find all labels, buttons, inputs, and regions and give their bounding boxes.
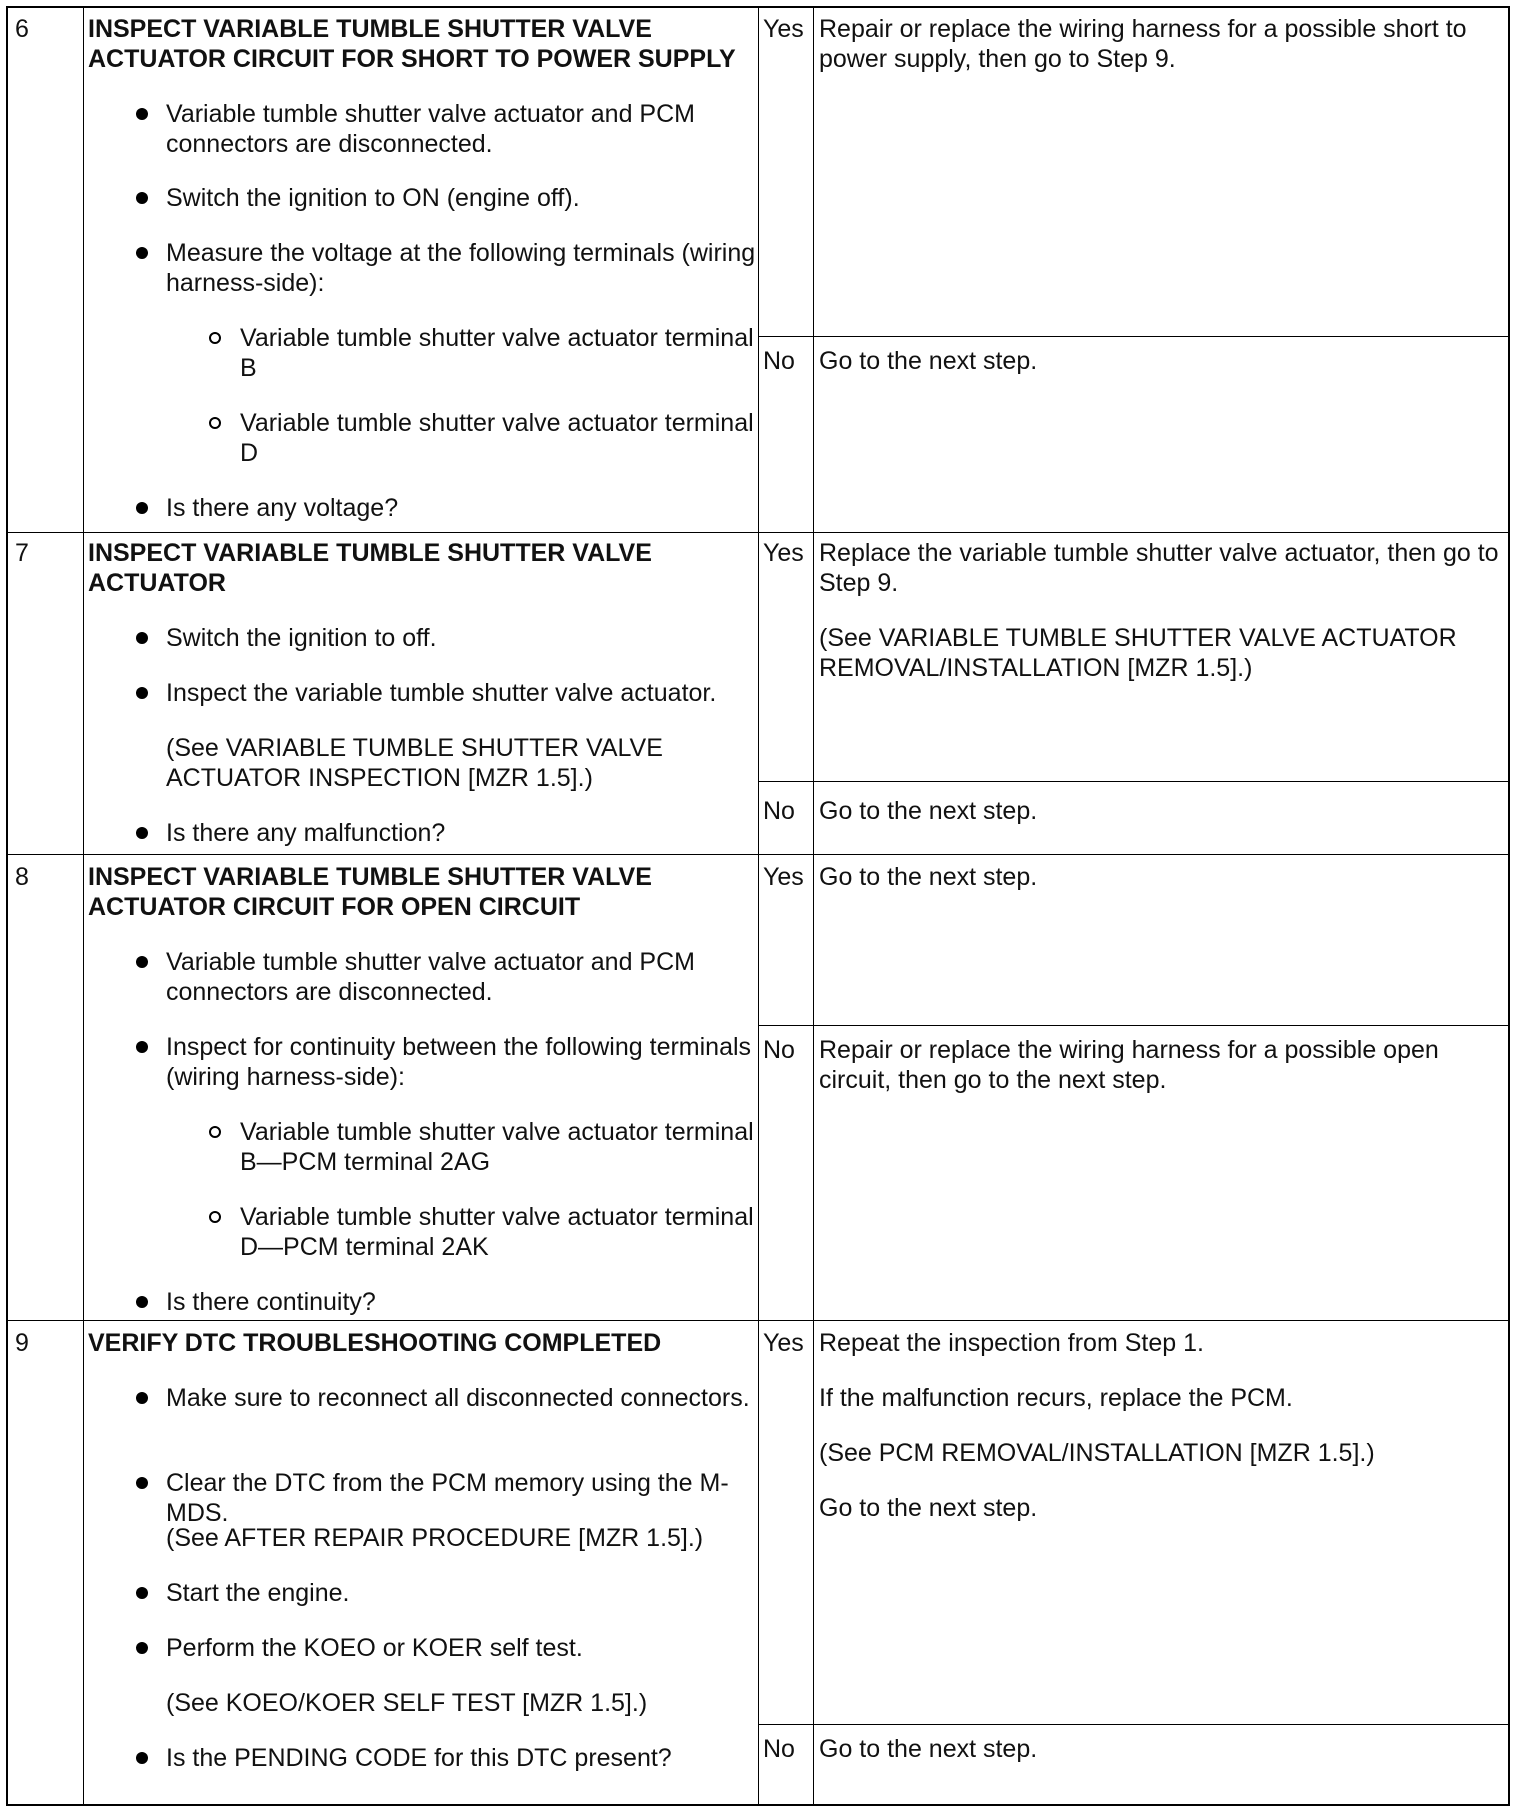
action-bullet: Switch the ignition to ON (engine off).	[166, 183, 766, 213]
no-label: No	[763, 1735, 795, 1763]
action-bullet: Inspect the variable tumble shutter valve actuator.	[166, 678, 766, 708]
no-label: No	[763, 347, 795, 375]
no-result: Repair or replace the wiring harness for a possible open circuit, then go to the next step.	[819, 1036, 1439, 1094]
no-result: Go to the next step.	[819, 1735, 1038, 1763]
step-number: 9	[15, 1329, 29, 1357]
sub-bullet: Variable tumble shutter valve actuator terminal B	[240, 323, 760, 383]
sub-bullet: Variable tumble shutter valve actuator terminal B—PCM terminal 2AG	[240, 1117, 760, 1177]
result-divider	[758, 1025, 1508, 1026]
action-bullet: Is there continuity?	[166, 1287, 766, 1317]
yes-label: Yes	[763, 15, 804, 43]
action-bullet: Variable tumble shutter valve actuator and PCM connectors are disconnected.	[166, 99, 766, 159]
no-label: No	[763, 797, 795, 825]
step-number: 7	[15, 539, 29, 567]
yes-label: Yes	[763, 1329, 804, 1357]
step-number: 8	[15, 863, 29, 891]
reference-note: (See AFTER REPAIR PROCEDURE [MZR 1.5].)	[166, 1524, 704, 1552]
row-divider	[8, 532, 1508, 533]
no-result: Go to the next step.	[819, 797, 1038, 825]
action-bullet: Perform the KOEO or KOER self test.	[166, 1633, 766, 1663]
reference-note: (See KOEO/KOER SELF TEST [MZR 1.5].)	[166, 1689, 648, 1717]
yes-result: Repeat the inspection from Step 1.	[819, 1329, 1204, 1357]
row-divider	[8, 854, 1508, 855]
action-bullet: Make sure to reconnect all disconnected connectors.	[166, 1383, 766, 1413]
action-bullet: Is there any voltage?	[166, 493, 766, 523]
yes-result: Go to the next step.	[819, 1494, 1038, 1522]
row-divider	[8, 1320, 1508, 1321]
result-divider	[758, 1724, 1508, 1725]
result-divider	[758, 336, 1508, 337]
yes-result: If the malfunction recurs, replace the PCM.	[819, 1384, 1293, 1412]
step-number: 6	[15, 15, 29, 43]
step-title: INSPECT VARIABLE TUMBLE SHUTTER VALVE ACTUATOR CIRCUIT FOR SHORT TO POWER SUPPLY	[88, 15, 736, 73]
sub-bullet: Variable tumble shutter valve actuator terminal D—PCM terminal 2AK	[240, 1202, 760, 1262]
action-bullet: Measure the voltage at the following terminals (wiring harness-side):	[166, 238, 766, 298]
yes-label: Yes	[763, 863, 804, 891]
action-bullet: Clear the DTC from the PCM memory using the M-MDS.	[166, 1468, 766, 1528]
action-bullet: Is there any malfunction?	[166, 818, 766, 848]
step-title: VERIFY DTC TROUBLESHOOTING COMPLETED	[88, 1329, 662, 1357]
yes-reference: (See VARIABLE TUMBLE SHUTTER VALVE ACTUATOR REMOVAL/INSTALLATION [MZR 1.5].)	[819, 624, 1457, 682]
yes-label: Yes	[763, 539, 804, 567]
reference-note: (See VARIABLE TUMBLE SHUTTER VALVE ACTUATOR INSPECTION [MZR 1.5].)	[166, 734, 663, 792]
sub-bullet: Variable tumble shutter valve actuator terminal D	[240, 408, 760, 468]
action-bullet: Switch the ignition to off.	[166, 623, 766, 653]
column-divider	[83, 8, 84, 1804]
yes-result: Replace the variable tumble shutter valve actuator, then go to Step 9.	[819, 539, 1499, 597]
column-divider	[813, 8, 814, 1804]
step-title: INSPECT VARIABLE TUMBLE SHUTTER VALVE ACTUATOR CIRCUIT FOR OPEN CIRCUIT	[88, 863, 652, 921]
yes-result: Go to the next step.	[819, 863, 1038, 891]
yes-result: Repair or replace the wiring harness for a possible short to power supply, then go to Step 9.	[819, 15, 1467, 73]
no-label: No	[763, 1036, 795, 1064]
action-bullet: Start the engine.	[166, 1578, 766, 1608]
yes-reference: (See PCM REMOVAL/INSTALLATION [MZR 1.5].)	[819, 1439, 1375, 1467]
step-title: INSPECT VARIABLE TUMBLE SHUTTER VALVE ACTUATOR	[88, 539, 652, 597]
no-result: Go to the next step.	[819, 347, 1038, 375]
action-bullet: Is the PENDING CODE for this DTC present?	[166, 1743, 766, 1773]
action-bullet: Variable tumble shutter valve actuator and PCM connectors are disconnected.	[166, 947, 766, 1007]
action-bullet: Inspect for continuity between the following terminals (wiring harness-side):	[166, 1032, 766, 1092]
result-divider	[758, 781, 1508, 782]
diagnostic-procedure-table	[6, 6, 1510, 1806]
